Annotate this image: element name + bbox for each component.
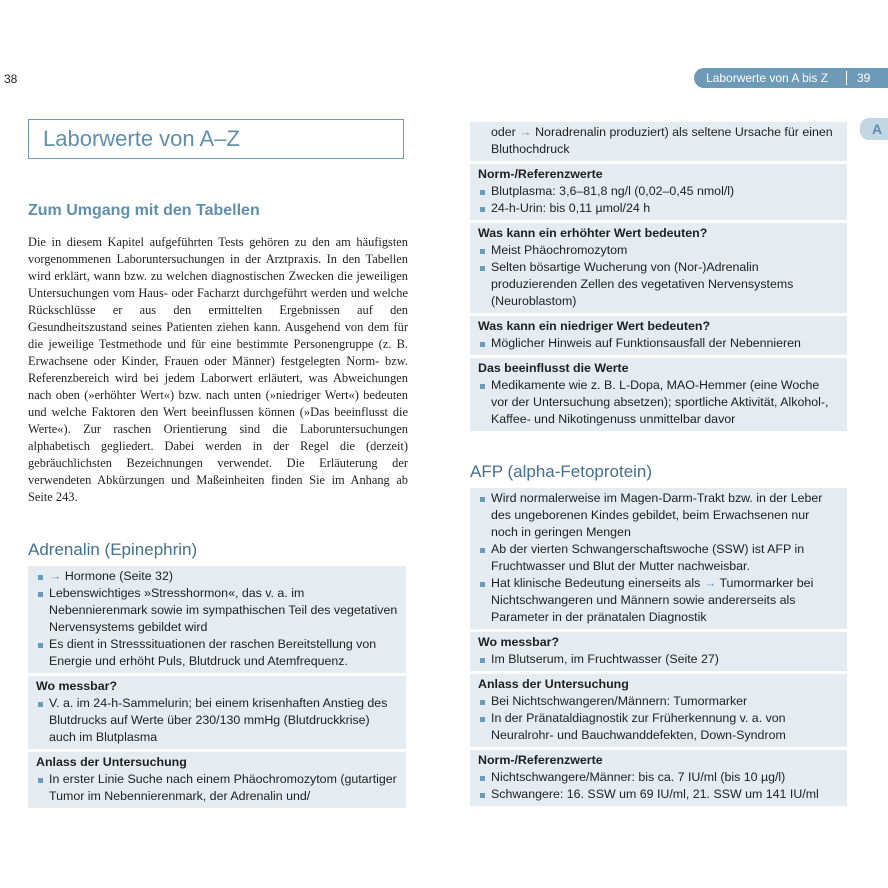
adrenalin-high-section (470, 220, 847, 313)
section-subheading: Norm-/Referenzwerte (478, 753, 603, 767)
list-item: Ab der vierten Schwangerschaftswoche (SSW) ist AFP in Fruchtwasser und Blut der Mutter nachweisbar. (478, 541, 839, 575)
continued-text: oder → Noradrenalin produziert) als seltene Ursache für einen Bluthochdruck (491, 125, 833, 156)
section-subheading: Wo messbar? (36, 679, 118, 693)
afp-intro-section (470, 488, 847, 629)
list-item: Im Blutserum, im Fruchtwasser (Seite 27) (478, 651, 839, 668)
list-item: In erster Linie Suche nach einem Phäochromozytom (gutartiger Tumor im Nebennierenmark, der Adrenalin und/ (36, 771, 398, 805)
adrenalin-anlass-section (28, 749, 406, 808)
section-subheading: Wo messbar? (478, 635, 560, 649)
list-item: Medikamente wie z. B. L-Dopa, MAO-Hemmer (eine Woche vor der Untersuchung absetzen); sportliche Aktivität, Alkohol-, Kaffee- und Nikotingenuss unmittelbar davor (478, 377, 839, 428)
adrenalin-wo-section (28, 673, 406, 749)
section-subheading: Anlass der Untersuchung (478, 677, 629, 691)
list-item (36, 568, 398, 585)
section-subheading: Das beeinflusst die Werte (478, 361, 629, 375)
list-item: V. a. im 24-h-Sammelurin; bei einem krisenhaften Anstieg des Blutdrucks auf Werte über 230/130 mmHg (Blutdruckkrise) auch im Blutplasma (36, 695, 398, 746)
list-item: Schwangere: 16. SSW um 69 IU/ml, 21. SSW um 141 IU/ml (478, 786, 839, 803)
entry-title-adrenalin: Adrenalin (Epinephrin) (28, 540, 198, 559)
adrenalin-intro-section (28, 566, 406, 673)
list-item: Nichtschwangere/Männer: bis ca. 7 IU/ml (bis 10 µg/l) (478, 769, 839, 786)
running-header (694, 68, 888, 88)
list-item: Möglicher Hinweis auf Funktionsausfall der Nebennieren (478, 335, 839, 352)
list-item: Wird normalerweise im Magen-Darm-Trakt bzw. in der Leber des ungeborenen Kindes gebildet, beim Erwachsenen nur noch in geringen Mengen (478, 490, 839, 541)
right-page-number: 39 (857, 71, 871, 85)
list-item: Meist Phäochromozytom (478, 242, 839, 259)
hormone-cross-reference-link[interactable]: Hormone (Seite 32) (64, 569, 173, 583)
header-divider (846, 71, 847, 85)
adrenalin-low-section (470, 313, 847, 355)
intro-paragraph: Die in diesem Kapitel aufgeführten Tests gehören zu den am häufigsten vorgenommenen Laboruntersuchungen in der Arztpraxis. In den Tabellen wird erklärt, wann bzw. zu welchen diagnostischen Zwecken die jeweiligen Untersuchungen vom Haus- oder Facharzt durchgeführt werden und welche Rückschlüsse er aus den ermittelten Ergebnissen auf den Gesundheitszustand seines Patienten ziehen kann. Ausgehend von dem für die jeweilige Testmethode und für eine bestimmte Personengruppe (z. B. Erwachsene oder Kinder, Frauen oder Männer) festgelegten Norm- bzw. Referenzbereich wird bei jedem Laborwert erläutert, was Abweichungen nach oben (»erhöhter Wert«) bzw. nach unten (»niedriger Wert«) bedeuten und welche Faktoren den Wert beeinflussen können (»Das beeinflusst die Werte«). Zur raschen Orientierung sind die Laboruntersuchungen alphabetisch gegliedert. Dabei werden in der Regel die (derzeit) gebräuchlichsten Bezeichnungen verwendet. Die Erläuterung der verwendeten Abkürzungen und Maßeinheiten finden Sie im Anhang ab Seite 243. (28, 235, 408, 504)
list-item: Selten bösartige Wucherung von (Nor-)Adrenalin produzierenden Zellen des vegetativen Nervensystems (Neuroblastom) (478, 259, 839, 310)
adrenalin-cont-section (470, 122, 847, 161)
cross-reference-arrow-icon: → (519, 125, 532, 139)
list-item: Bei Nichtschwangeren/Männern: Tumormarker (478, 693, 839, 710)
list-item: Blutplasma: 3,6–81,8 ng/l (0,02–0,45 nmol/l) (478, 183, 839, 200)
running-header-title: Laborwerte von A bis Z (706, 71, 829, 85)
cross-reference-arrow-icon: → (703, 576, 717, 590)
section-subheading: Norm-/Referenzwerte (478, 167, 603, 181)
list-item: Lebenswichtiges »Stresshormon«, das v. a. im Nebennierenmark sowie im sympathischen Teil des vegetativen Nervensystems gebildet wird (36, 585, 398, 636)
entry-title-afp: AFP (alpha-Fetoprotein) (470, 462, 653, 481)
adrenalin-influence-section (470, 355, 847, 431)
adrenalin-info-box (28, 566, 406, 808)
section-subheading: Was kann ein erhöhter Wert bedeuten? (478, 226, 708, 240)
chapter-title: Laborwerte von A–Z (28, 119, 404, 159)
list-item: Es dient in Stresssituationen der raschen Bereitstellung von Energie und erhöht Puls, Blutdruck und Atemfrequenz. (36, 636, 398, 670)
list-item: Hat klinische Bedeutung einerseits als → Tumormarker bei Nichtschwangeren und Männern sowie andererseits als Parameter in der pränatalen Diagnostik (478, 575, 839, 626)
adrenalin-continued-box (470, 122, 847, 431)
afp-anlass-section (470, 671, 847, 747)
alphabet-tab-a[interactable]: A (860, 118, 888, 140)
section-subheading: Anlass der Untersuchung (36, 755, 187, 769)
afp-norm-section (470, 747, 847, 806)
section-heading: Zum Umgang mit den Tabellen (28, 202, 260, 219)
section-subheading: Was kann ein niedriger Wert bedeuten? (478, 319, 711, 333)
adrenalin-norm-section (470, 161, 847, 220)
list-item: 24-h-Urin: bis 0,11 µmol/24 h (478, 200, 839, 217)
list-item: In der Pränataldiagnostik zur Früherkennung v. a. von Neuralrohr- und Bauchwanddefekten, Down-Syndrom (478, 710, 839, 744)
left-page-number: 38 (4, 72, 18, 86)
afp-wo-section (470, 629, 847, 671)
cross-reference-arrow-icon: → (49, 569, 62, 583)
afp-info-box (470, 488, 847, 806)
